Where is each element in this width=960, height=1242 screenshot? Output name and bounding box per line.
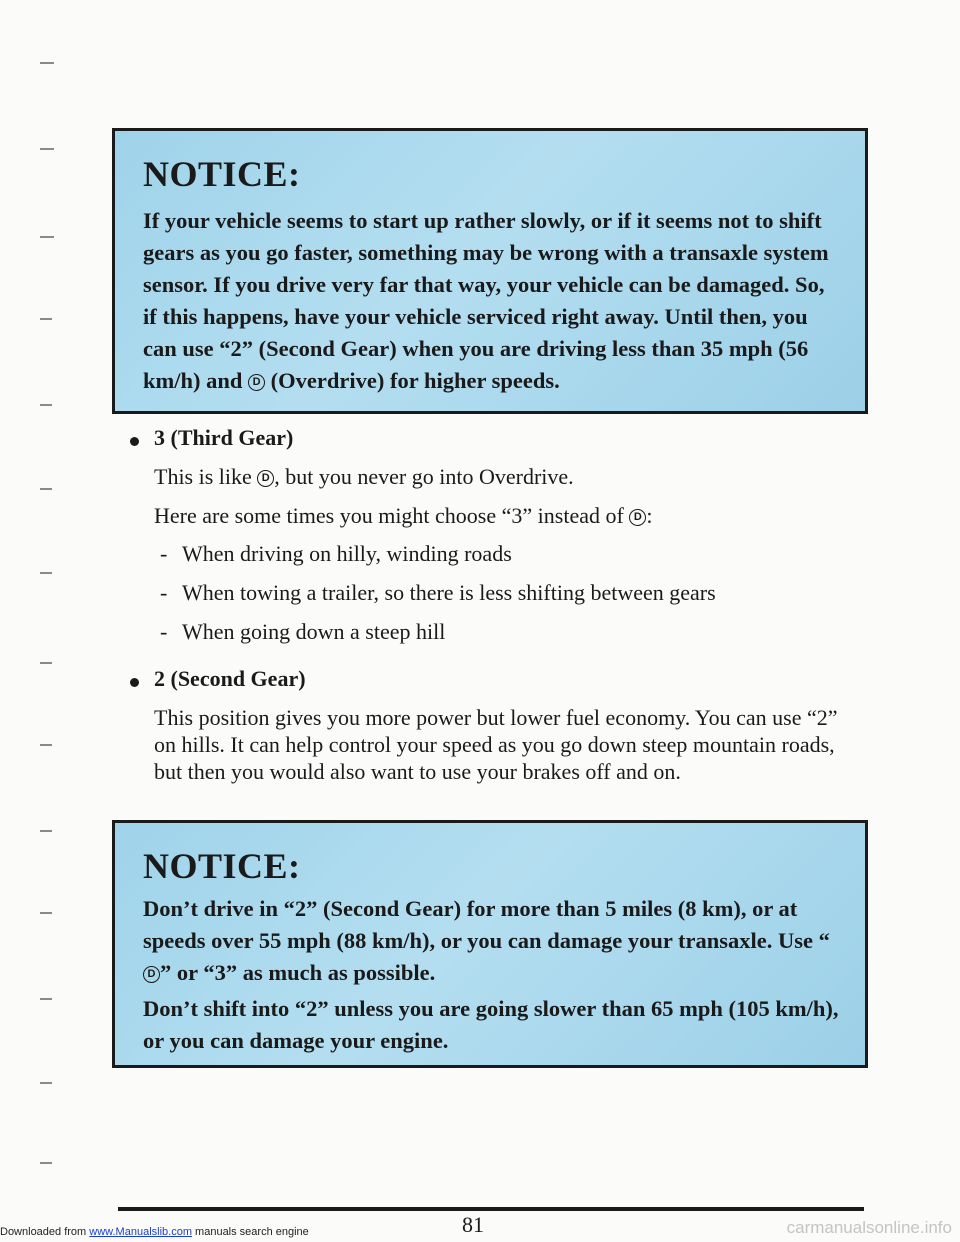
notice-text xyxy=(143,205,843,397)
third-gear-intro xyxy=(154,502,854,529)
text-part: Here are some times you might choose “3” instead of xyxy=(154,503,624,528)
text-part: This is like xyxy=(154,464,252,489)
dash-marker: - xyxy=(160,580,168,605)
margin-tick xyxy=(40,236,54,238)
list-item-text: When towing a trailer, so there is less shifting between gears xyxy=(182,580,716,605)
notice-box xyxy=(112,128,868,414)
section-heading-third-gear: 3 (Third Gear) xyxy=(154,425,294,450)
margin-tick xyxy=(40,662,52,664)
bullet-icon xyxy=(130,437,139,446)
footer-rule xyxy=(118,1207,864,1211)
margin-tick xyxy=(40,1082,52,1084)
text-part: , but you never go into Overdrive. xyxy=(274,464,574,489)
margin-tick xyxy=(40,148,54,150)
margin-tick xyxy=(40,744,52,746)
margin-tick xyxy=(40,62,54,64)
page-number: 81 xyxy=(462,1212,484,1237)
overdrive-icon: D xyxy=(629,509,646,526)
overdrive-icon: D xyxy=(257,470,274,487)
notice-paragraph xyxy=(143,893,843,989)
dash-marker: - xyxy=(160,619,168,644)
download-note xyxy=(0,1226,309,1238)
notice-text-part: Don’t drive in “2” (Second Gear) for more than 5 miles (8 km), or at speeds over 55 mph (88 km/h), or you can damage your transaxle. Use “ xyxy=(143,896,830,953)
dash-marker: - xyxy=(160,541,168,566)
notice-text-part: If your vehicle seems to start up rather slowly, or if it seems not to shift gears as you go faster, something may be wrong with a transaxle system sensor. If you drive very far that way, your vehicle can be damaged. So, if this happens, have your vehicle serviced right away. Until then, you can use “2” (Second Gear) when you are driving less than 35 mph (56 km/h) and xyxy=(143,208,829,393)
download-suffix: manuals search engine xyxy=(195,1226,309,1238)
list-item xyxy=(160,580,716,606)
download-prefix: Downloaded from xyxy=(0,1226,87,1238)
list-item xyxy=(160,541,512,567)
overdrive-icon: D xyxy=(248,374,265,391)
margin-tick xyxy=(40,1162,52,1164)
third-gear-description xyxy=(154,463,854,490)
text-part: : xyxy=(646,503,653,528)
notice-box xyxy=(112,820,868,1068)
margin-tick xyxy=(40,830,52,832)
bullet-icon xyxy=(130,678,139,687)
list-item-text: When driving on hilly, winding roads xyxy=(182,541,512,566)
notice-text-part: ” or “3” as much as possible. xyxy=(160,960,436,985)
margin-tick xyxy=(40,404,52,406)
margin-tick xyxy=(40,912,52,914)
overdrive-icon: D xyxy=(143,966,160,983)
manualslib-link[interactable]: www.Manualslib.com xyxy=(89,1226,192,1238)
margin-tick xyxy=(40,572,52,574)
notice-text-part: (Overdrive) for higher speeds. xyxy=(270,368,560,393)
notice-title: NOTICE: xyxy=(143,846,301,886)
notice-paragraph: Don’t shift into “2” unless you are going slower than 65 mph (105 km/h), or you can damage your engine. xyxy=(143,996,839,1053)
margin-tick xyxy=(40,998,52,1000)
notice-title: NOTICE: xyxy=(143,154,301,194)
margin-tick xyxy=(40,318,52,320)
watermark: carmanualsonline.info xyxy=(786,1218,952,1237)
margin-tick xyxy=(40,488,52,490)
section-heading-second-gear: 2 (Second Gear) xyxy=(154,666,306,691)
list-item-text: When going down a steep hill xyxy=(182,619,446,644)
list-item xyxy=(160,619,445,645)
second-gear-description: This position gives you more power but lower fuel economy. You can use “2” on hills. It can help control your speed as you go down steep mountain roads, but then you would also want to use your brakes off and on. xyxy=(154,705,838,784)
